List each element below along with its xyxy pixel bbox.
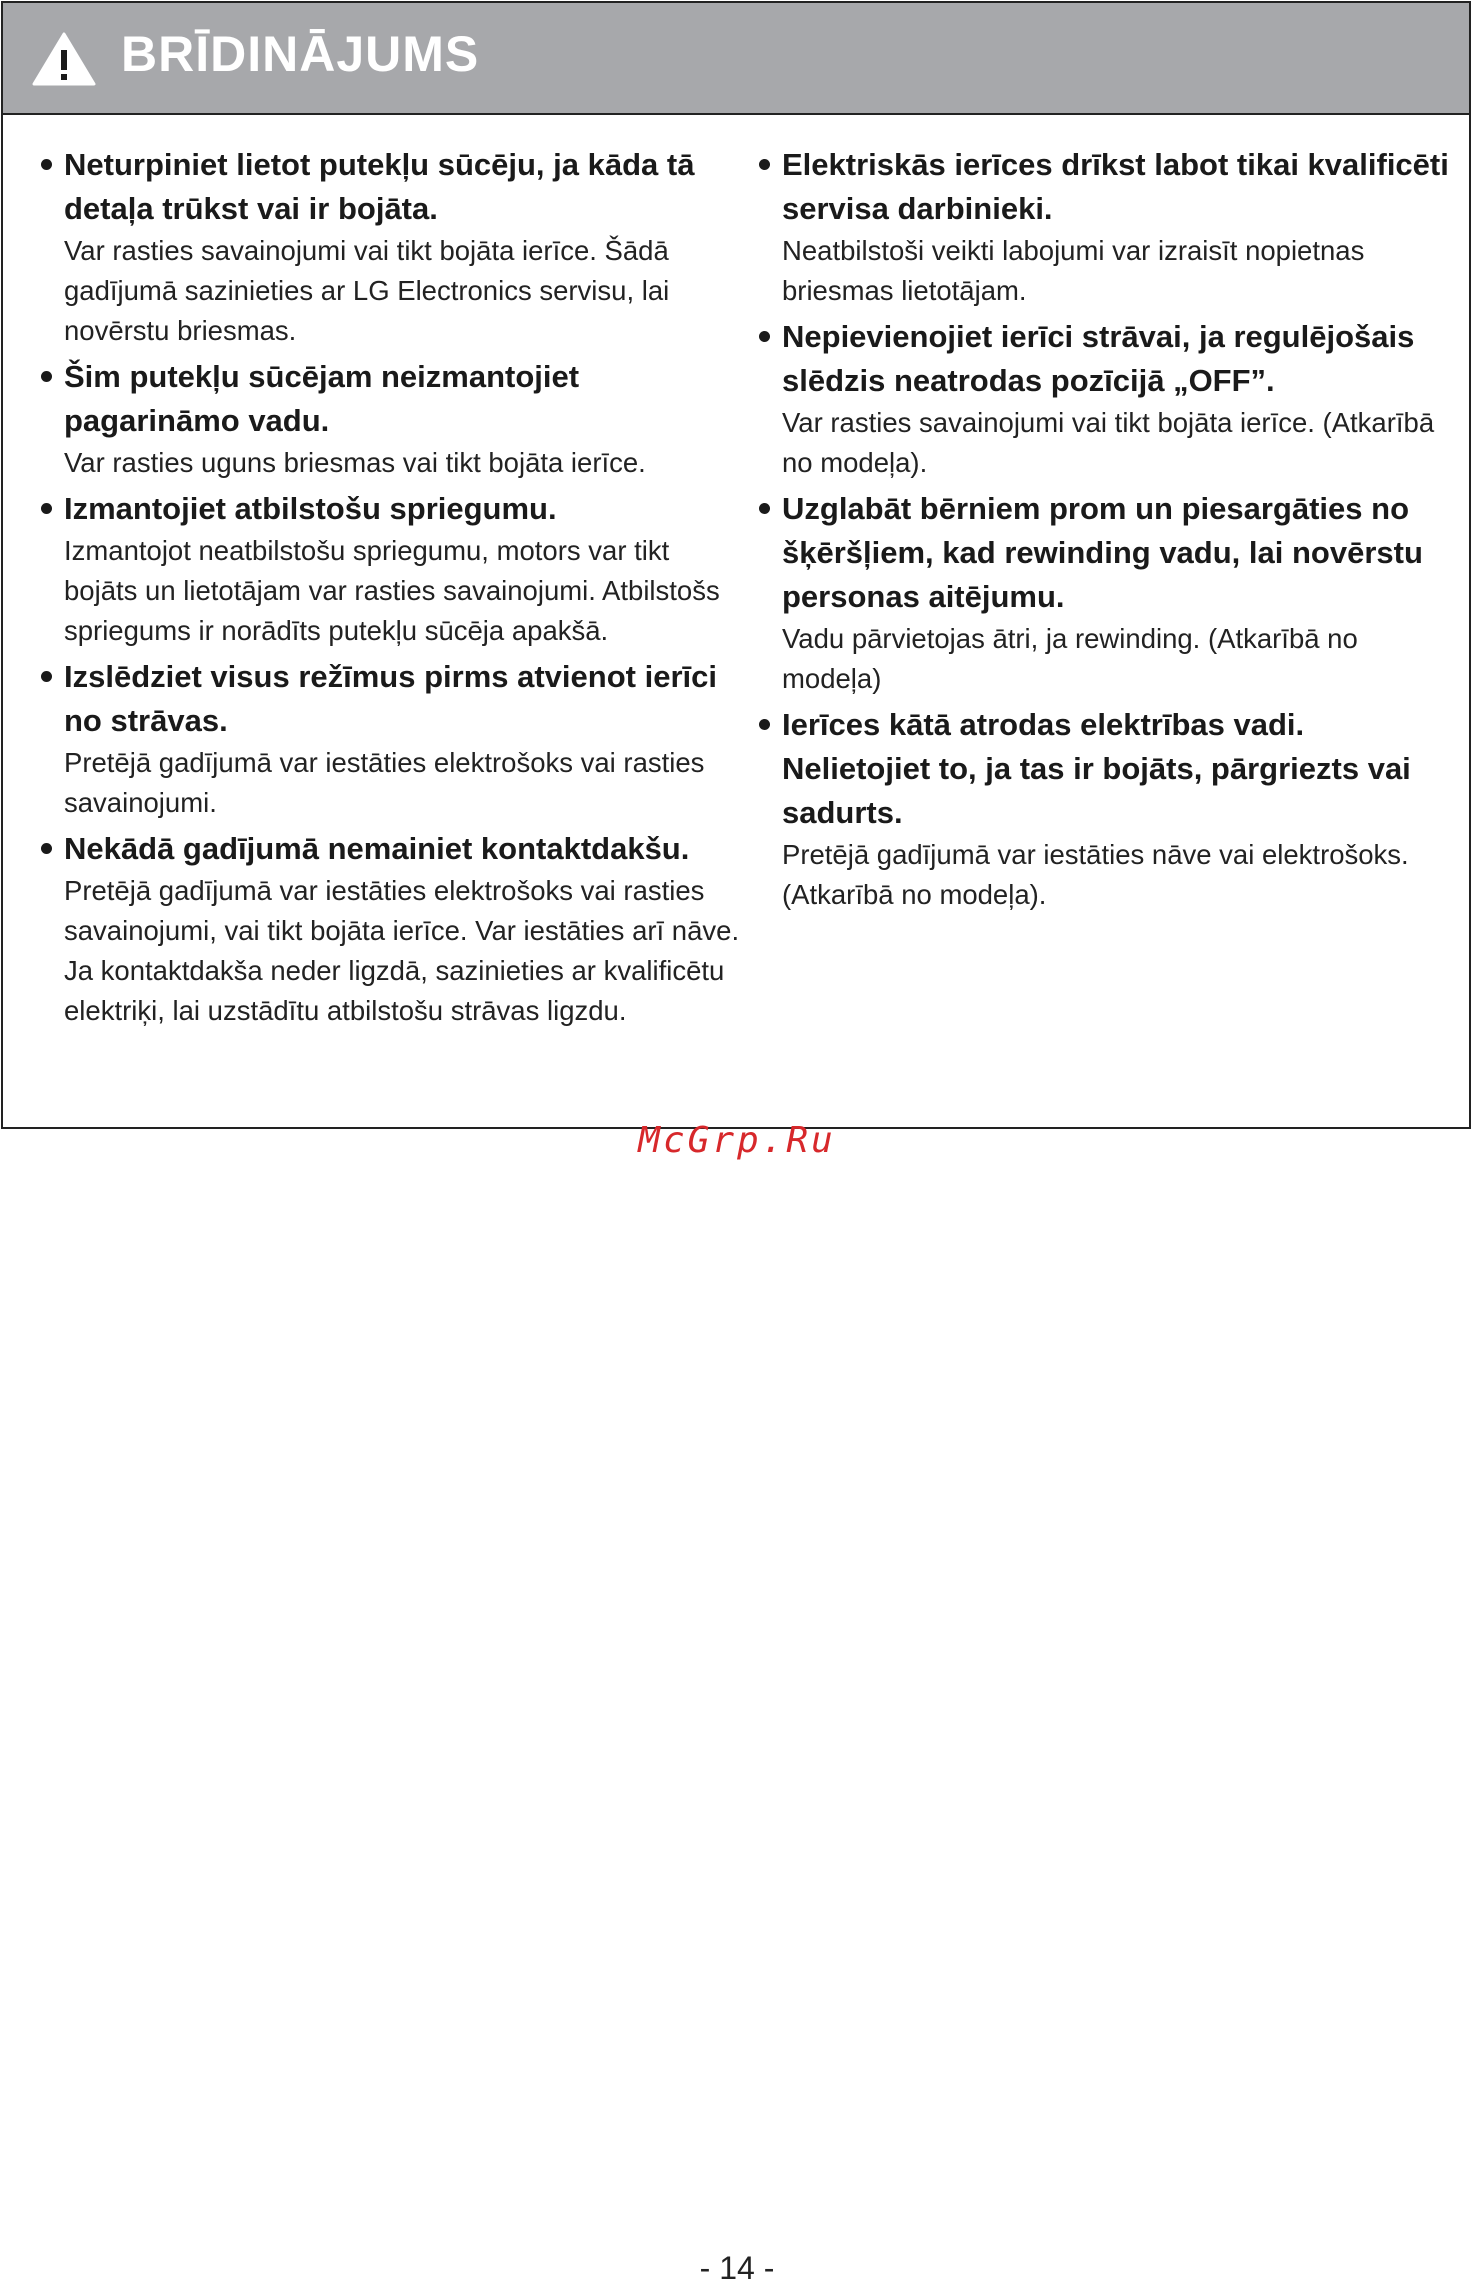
list-item — [41, 827, 741, 1031]
item-description: Pretējā gadījumā var iestāties elektrošoks vai rasties savainojumi, vai tikt bojāta ierīce. Var iestāties arī nāve. Ja kontaktdakša neder ligzdā, sazinieties ar kvalificētu elektriķi, lai uzstādītu atbilstošu strāvas ligzdu. — [64, 875, 740, 1026]
list-item — [41, 143, 741, 351]
bullet-icon — [41, 671, 52, 682]
bullet-icon — [759, 159, 770, 170]
bullet-icon — [41, 503, 52, 514]
item-title: Izslēdziet visus režīmus pirms atvienot ierīci no strāvas. — [64, 659, 717, 738]
item-title: Uzglabāt bērniem prom un piesargāties no šķēršļiem, kad rewinding vadu, lai novērstu personas aitējumu. — [782, 491, 1423, 614]
item-title: Nepievienojiet ierīci strāvai, ja regulējošais slēdzis neatrodas pozīcijā „OFF”. — [782, 319, 1415, 398]
item-description: Var rasties savainojumi vai tikt bojāta ierīce. (Atkarībā no modeļa). — [782, 407, 1435, 478]
item-description: Izmantojot neatbilstošu spriegumu, motors var tikt bojāts un lietotājam var rasties savainojumi. Atbilstošs spriegums ir norādīts putekļu sūcēja apakšā. — [64, 535, 720, 646]
warning-triangle-icon — [31, 31, 97, 87]
item-description: Pretējā gadījumā var iestāties elektrošoks vai rasties savainojumi. — [64, 747, 705, 818]
warning-title: BRĪDINĀJUMS — [121, 26, 480, 82]
bullet-icon — [759, 503, 770, 514]
bullet-icon — [41, 159, 52, 170]
item-title: Ierīces kātā atrodas elektrības vadi. Nelietojiet to, ja tas ir bojāts, pārgriezts vai sadurts. — [782, 707, 1411, 830]
item-title: Izmantojiet atbilstošu spriegumu. — [64, 491, 557, 526]
warning-box — [1, 1, 1471, 1129]
item-title: Elektriskās ierīces drīkst labot tikai kvalificēti servisa darbinieki. — [782, 147, 1449, 226]
item-description: Var rasties savainojumi vai tikt bojāta ierīce. Šādā gadījumā sazinieties ar LG Electronics servisu, lai novērstu briesmas. — [64, 235, 670, 346]
list-item — [759, 143, 1449, 311]
left-column — [41, 143, 741, 1031]
item-title: Neturpiniet lietot putekļu sūcēju, ja kāda tā detaļa trūkst vai ir bojāta. — [64, 147, 695, 226]
page-number: - 14 - — [699, 2250, 775, 2286]
list-item — [41, 487, 741, 651]
item-description: Neatbilstoši veikti labojumi var izraisīt nopietnas briesmas lietotājam. — [782, 235, 1365, 306]
list-item — [41, 655, 741, 823]
item-description: Pretējā gadījumā var iestāties nāve vai elektrošoks. (Atkarībā no modeļa). — [782, 839, 1409, 910]
right-column — [759, 143, 1449, 915]
bullet-icon — [41, 843, 52, 854]
list-item — [759, 703, 1449, 915]
list-item — [41, 355, 741, 483]
watermark: McGrp.Ru — [638, 1120, 836, 1161]
bullet-icon — [41, 371, 52, 382]
list-item — [759, 315, 1449, 483]
item-description: Var rasties uguns briesmas vai tikt bojāta ierīce. — [64, 447, 646, 478]
item-title: Nekādā gadījumā nemainiet kontaktdakšu. — [64, 831, 690, 866]
list-item — [759, 487, 1449, 699]
bullet-icon — [759, 719, 770, 730]
bullet-icon — [759, 331, 770, 342]
item-title: Šim putekļu sūcējam neizmantojiet pagarināmo vadu. — [64, 359, 580, 438]
item-description: Vadu pārvietojas ātri, ja rewinding. (Atkarībā no modeļa) — [782, 623, 1358, 694]
warning-header — [3, 3, 1469, 115]
